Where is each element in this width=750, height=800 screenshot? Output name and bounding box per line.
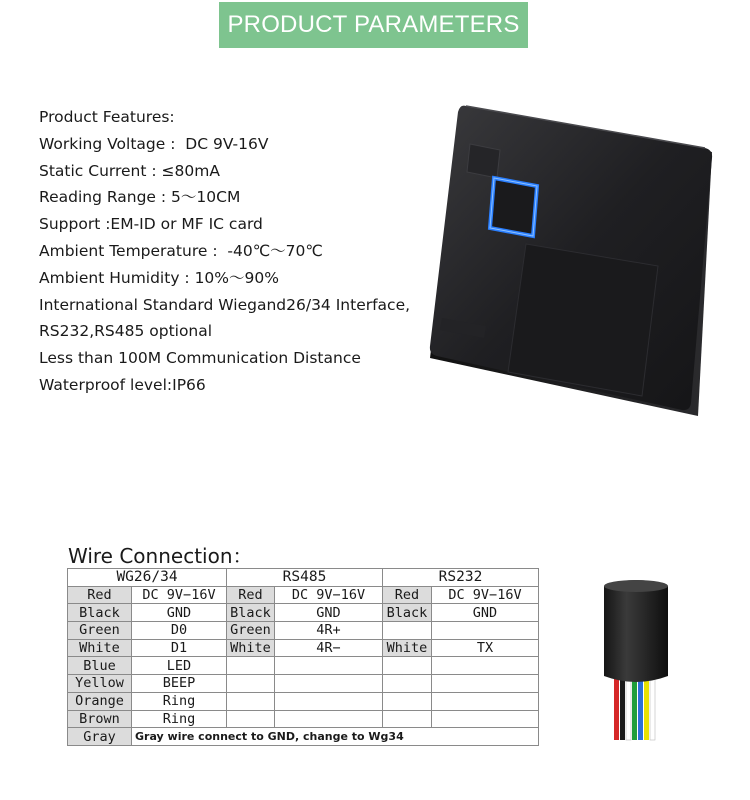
features-heading: Product Features: bbox=[39, 108, 175, 126]
wire-function-cell: D1 bbox=[132, 639, 227, 657]
wire-function-cell: DC 9V−16V bbox=[432, 586, 539, 604]
group-header-wg26-34: WG26/34 bbox=[68, 569, 227, 587]
wire-color-cell: Yellow bbox=[68, 675, 132, 693]
empty-cell bbox=[227, 675, 275, 693]
cable-sheath bbox=[604, 580, 668, 682]
feature-wiegand-interface: International Standard Wiegand26/34 Interface, bbox=[39, 295, 411, 314]
table-row bbox=[68, 692, 539, 710]
empty-cell bbox=[227, 692, 275, 710]
wire-function-cell: LED bbox=[132, 657, 227, 675]
product-parameters-banner bbox=[219, 2, 528, 48]
wire-function-cell: D0 bbox=[132, 622, 227, 640]
empty-cell bbox=[432, 692, 539, 710]
feature-ambient-temperature: Ambient Temperature : -40℃～70℃ bbox=[39, 241, 323, 260]
group-header-rs485: RS485 bbox=[227, 569, 383, 587]
wire-cable-image bbox=[596, 576, 676, 746]
wire-function-cell: BEEP bbox=[132, 675, 227, 693]
wire-connection-table bbox=[67, 568, 539, 746]
table-row bbox=[68, 604, 539, 622]
wire-color-cell: Black bbox=[68, 604, 132, 622]
empty-cell bbox=[383, 710, 432, 728]
table-row bbox=[68, 622, 539, 640]
wire-color-cell: Blue bbox=[68, 657, 132, 675]
empty-cell bbox=[275, 675, 383, 693]
table-row bbox=[68, 657, 539, 675]
group-header-rs232: RS232 bbox=[383, 569, 539, 587]
table-row bbox=[68, 675, 539, 693]
wire-function-cell: DC 9V−16V bbox=[132, 586, 227, 604]
empty-cell bbox=[383, 692, 432, 710]
product-features-list bbox=[39, 104, 410, 399]
card-reader-image bbox=[420, 100, 720, 430]
wire-color-cell: Red bbox=[68, 586, 132, 604]
empty-cell bbox=[432, 622, 539, 640]
wire-color-cell: Green bbox=[227, 622, 275, 640]
table-header-row bbox=[68, 569, 539, 587]
feature-communication-distance: Less than 100M Communication Distance bbox=[39, 349, 361, 368]
table-row bbox=[68, 728, 539, 746]
wire-color-cell: Gray bbox=[68, 728, 132, 746]
wire-color-cell: Black bbox=[383, 604, 432, 622]
empty-cell bbox=[383, 622, 432, 640]
feature-waterproof-level: Waterproof level:IP66 bbox=[39, 375, 206, 394]
empty-cell bbox=[432, 657, 539, 675]
empty-cell bbox=[275, 657, 383, 675]
feature-reading-range: Reading Range : 5～10CM bbox=[39, 188, 241, 207]
wire-function-cell: 4R+ bbox=[275, 622, 383, 640]
banner-title: PRODUCT PARAMETERS bbox=[227, 11, 520, 38]
wire-function-cell: GND bbox=[275, 604, 383, 622]
empty-cell bbox=[432, 675, 539, 693]
feature-rs232-rs485: RS232,RS485 optional bbox=[39, 322, 213, 341]
wire-connection-title: Wire Connection： bbox=[68, 544, 253, 568]
wire-function-cell: Ring bbox=[132, 710, 227, 728]
empty-cell bbox=[227, 710, 275, 728]
wire-function-cell: Ring bbox=[132, 692, 227, 710]
wire-function-cell: TX bbox=[432, 639, 539, 657]
empty-cell bbox=[227, 657, 275, 675]
wire-color-cell: White bbox=[68, 639, 132, 657]
feature-support: Support :EM-ID or MF IC card bbox=[39, 215, 263, 234]
table-row bbox=[68, 639, 539, 657]
wire-color-cell: White bbox=[383, 639, 432, 657]
feature-static-current: Static Current : ≤80mA bbox=[39, 161, 220, 180]
gray-wire-note: Gray wire connect to GND, change to Wg34 bbox=[132, 728, 539, 746]
colored-wires bbox=[614, 676, 655, 740]
table-row bbox=[68, 586, 539, 604]
feature-ambient-humidity: Ambient Humidity : 10%～90% bbox=[39, 268, 279, 287]
wire-color-cell: Red bbox=[383, 586, 432, 604]
wire-function-cell: GND bbox=[432, 604, 539, 622]
wire-color-cell: Brown bbox=[68, 710, 132, 728]
wire-color-cell: White bbox=[227, 639, 275, 657]
wire-function-cell: DC 9V−16V bbox=[275, 586, 383, 604]
wire-color-cell: Green bbox=[68, 622, 132, 640]
table-row bbox=[68, 710, 539, 728]
feature-working-voltage: Working Voltage : DC 9V-16V bbox=[39, 134, 269, 153]
empty-cell bbox=[432, 710, 539, 728]
empty-cell bbox=[383, 675, 432, 693]
empty-cell bbox=[275, 710, 383, 728]
wire-color-cell: Orange bbox=[68, 692, 132, 710]
wire-color-cell: Red bbox=[227, 586, 275, 604]
wire-color-cell: Black bbox=[227, 604, 275, 622]
wire-function-cell: 4R− bbox=[275, 639, 383, 657]
empty-cell bbox=[275, 692, 383, 710]
empty-cell bbox=[383, 657, 432, 675]
wire-function-cell: GND bbox=[132, 604, 227, 622]
